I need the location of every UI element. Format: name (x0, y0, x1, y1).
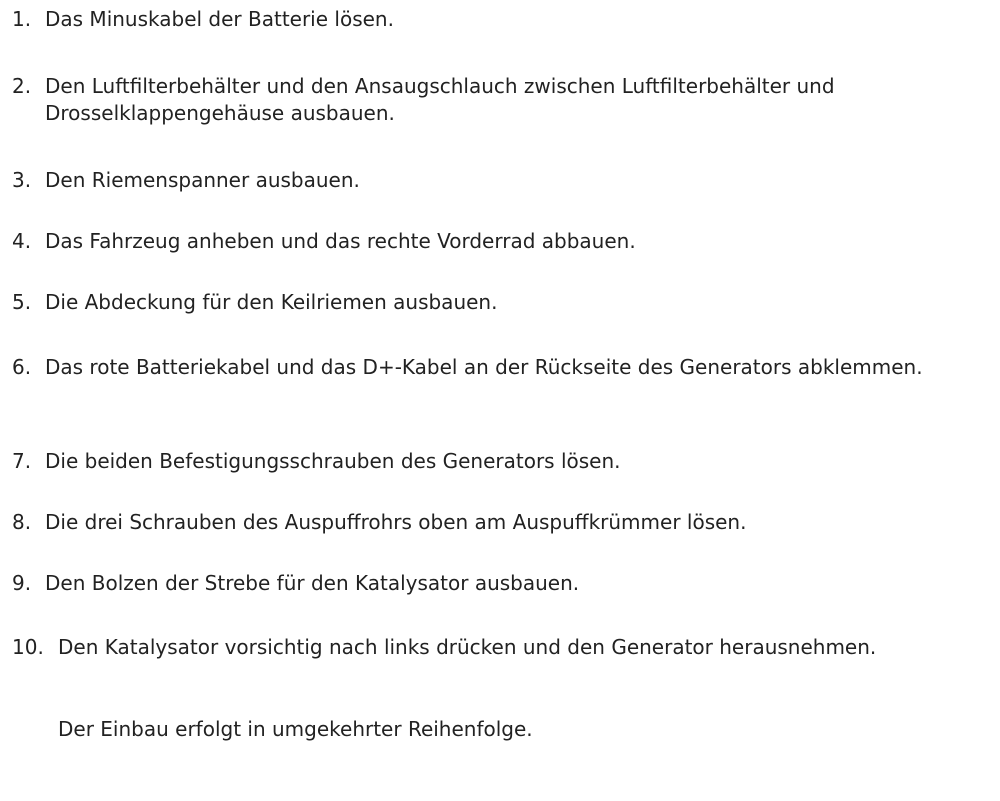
step-text: Die beiden Befestigungsschrauben des Generators lösen. (45, 449, 621, 473)
step-2 (12, 73, 992, 127)
step-4 (12, 228, 992, 255)
step-text: Das rote Batteriekabel und das D+-Kabel an der Rückseite des Generators abklemmen. (45, 355, 923, 379)
step-text: Den Luftfilterbehälter und den Ansaugschlauch zwischen Luftfilterbehälter und Drosselklappengehäuse ausbauen. (45, 74, 835, 125)
step-8 (12, 509, 992, 536)
step-5 (12, 289, 992, 316)
step-text: Die drei Schrauben des Auspuffrohrs oben am Auspuffkrümmer lösen. (45, 510, 747, 534)
step-9 (12, 570, 992, 597)
step-text: Das Fahrzeug anheben und das rechte Vorderrad abbauen. (45, 229, 636, 253)
step-10 (12, 634, 992, 661)
step-number: 2. (12, 74, 32, 98)
step-text: Die Abdeckung für den Keilriemen ausbauen. (45, 290, 498, 314)
step-number: 10. (12, 635, 44, 659)
step-number: 7. (12, 449, 32, 473)
step-6 (12, 354, 992, 381)
step-text: Den Riemenspanner ausbauen. (45, 168, 360, 192)
step-number: 4. (12, 229, 32, 253)
step-1 (12, 6, 992, 33)
step-text: Das Minuskabel der Batterie lösen. (45, 7, 394, 31)
step-text: Den Katalysator vorsichtig nach links drücken und den Generator herausnehmen. (58, 635, 877, 659)
step-3 (12, 167, 992, 194)
footer-note: Der Einbau erfolgt in umgekehrter Reihenfolge. (58, 717, 533, 741)
step-7 (12, 448, 992, 475)
step-number: 6. (12, 355, 32, 379)
step-number: 8. (12, 510, 32, 534)
step-number: 3. (12, 168, 32, 192)
step-number: 9. (12, 571, 32, 595)
step-number: 5. (12, 290, 32, 314)
step-number: 1. (12, 7, 32, 31)
step-text: Den Bolzen der Strebe für den Katalysator ausbauen. (45, 571, 580, 595)
